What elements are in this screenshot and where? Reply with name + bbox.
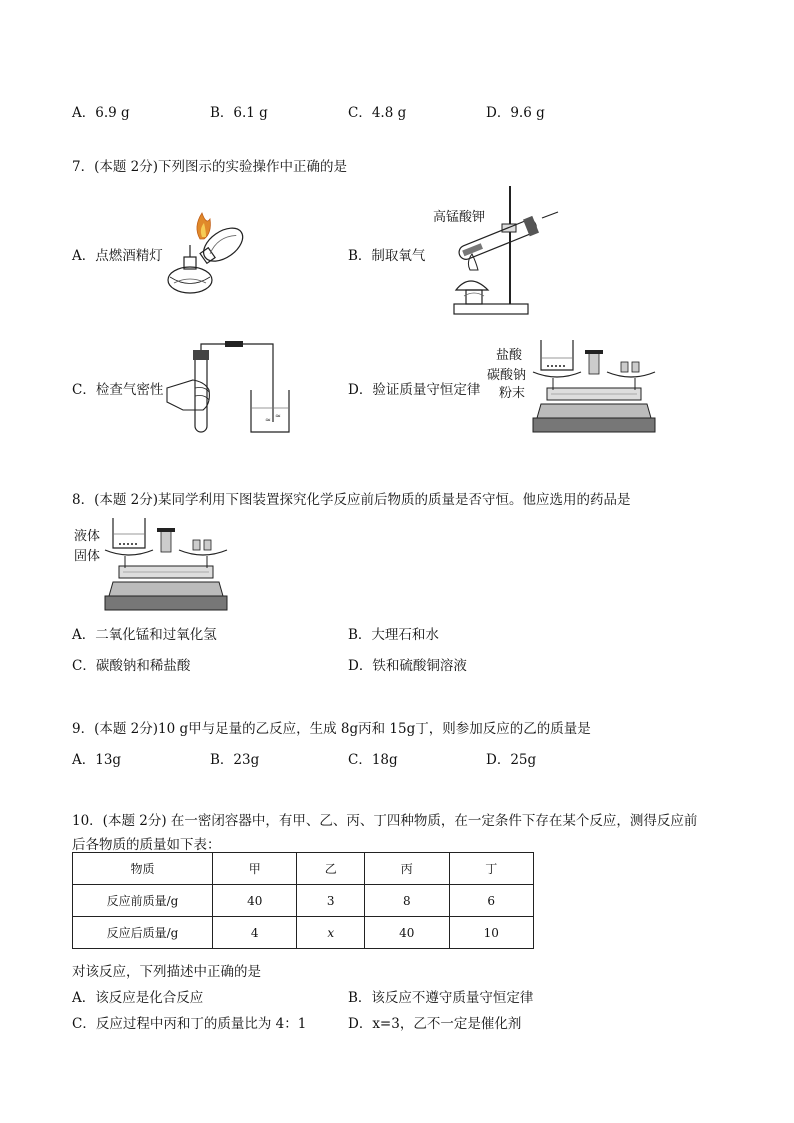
q10-option-d: D．x=3，乙不一定是催化剂: [348, 1016, 522, 1032]
table-cell: 3: [297, 885, 365, 917]
table-header-cell: 丁: [449, 853, 534, 885]
q8-label-solid: 固体: [74, 549, 101, 564]
q7-option-b: B．制取氧气: [348, 248, 426, 264]
q8-option-c: C．碳酸钠和稀盐酸: [72, 658, 191, 674]
q8-stem: 8．(本题 2分)某同学利用下图装置探究化学反应前后物质的质量是否守恒。他应选用的药品是: [72, 492, 631, 508]
table-cell: 40: [213, 885, 297, 917]
table-cell: 反应后质量/g: [73, 917, 213, 949]
q6-option-d: D．9.6 g: [486, 105, 545, 121]
q7-figure-d-balance: [533, 338, 655, 436]
q7-figure-a-alcohol-lamps: [160, 205, 255, 297]
svg-text:≈: ≈: [275, 412, 281, 420]
q8-label-liquid: 液体: [74, 529, 101, 544]
q7-option-a: A．点燃酒精灯: [72, 248, 163, 264]
table-cell: 反应前质量/g: [73, 885, 213, 917]
q8-option-b: B．大理石和水: [348, 627, 439, 643]
svg-text:≈: ≈: [265, 416, 271, 424]
q7-stem: 7．(本题 2分)下列图示的实验操作中正确的是: [72, 159, 348, 175]
table-row: [73, 917, 534, 949]
q9-stem: 9．(本题 2分)10 g甲与足量的乙反应，生成 8g丙和 15g丁，则参加反应的乙的质量是: [72, 721, 591, 737]
q9-option-a: A．13g: [72, 752, 122, 768]
q7-label-powder: 粉末: [499, 386, 526, 401]
table-cell: 10: [449, 917, 534, 949]
q9-option-b: B．23g: [210, 752, 260, 768]
q8-option-d: D．铁和硫酸铜溶液: [348, 658, 467, 674]
q9-option-d: D．25g: [486, 752, 537, 768]
q7-label-hydrochloric-acid: 盐酸: [496, 348, 523, 363]
table-header-cell: 丙: [365, 853, 449, 885]
q6-option-a: A．6.9 g: [72, 105, 130, 121]
q10-stem-line2: 后各物质的质量如下表：: [72, 837, 221, 853]
q10-stem-line1: 10．(本题 2分) 在一密闭容器中，有甲、乙、丙、丁四种物质，在一定条件下存在某个反应，测得反应前: [72, 813, 698, 829]
table-header-cell: 甲: [213, 853, 297, 885]
q9-option-c: C．18g: [348, 752, 398, 768]
table-header-cell: 乙: [297, 853, 365, 885]
q8-figure-balance: [105, 516, 227, 612]
q10-prompt: 对该反应，下列描述中正确的是: [72, 964, 261, 980]
q10-option-a: A．该反应是化合反应: [72, 990, 204, 1006]
table-cell: 4: [213, 917, 297, 949]
q7-figure-c-airtightness-check: [165, 340, 300, 435]
table-row: [73, 885, 534, 917]
q7-option-c: C．检查气密性: [72, 382, 164, 398]
table-cell: 40: [365, 917, 449, 949]
table-cell: 8: [365, 885, 449, 917]
q6-option-c: C．4.8 g: [348, 105, 407, 121]
q7-option-d: D．验证质量守恒定律: [348, 382, 481, 398]
q6-option-b: B．6.1 g: [210, 105, 268, 121]
q7-label-sodium-carbonate: 碳酸钠: [487, 368, 527, 383]
q10-mass-table: [72, 852, 534, 949]
q10-option-b: B．该反应不遵守质量守恒定律: [348, 990, 534, 1006]
table-cell: x: [297, 917, 365, 949]
q7-label-potassium-permanganate: 高锰酸钾: [433, 210, 486, 225]
table-header-row: [73, 853, 534, 885]
q10-option-c: C．反应过程中丙和丁的质量比为 4：1: [72, 1016, 307, 1032]
table-cell: 6: [449, 885, 534, 917]
table-header-cell: 物质: [73, 853, 213, 885]
q7-figure-b-oxygen-apparatus: [450, 182, 560, 317]
q8-option-a: A．二氧化锰和过氧化氢: [72, 627, 217, 643]
